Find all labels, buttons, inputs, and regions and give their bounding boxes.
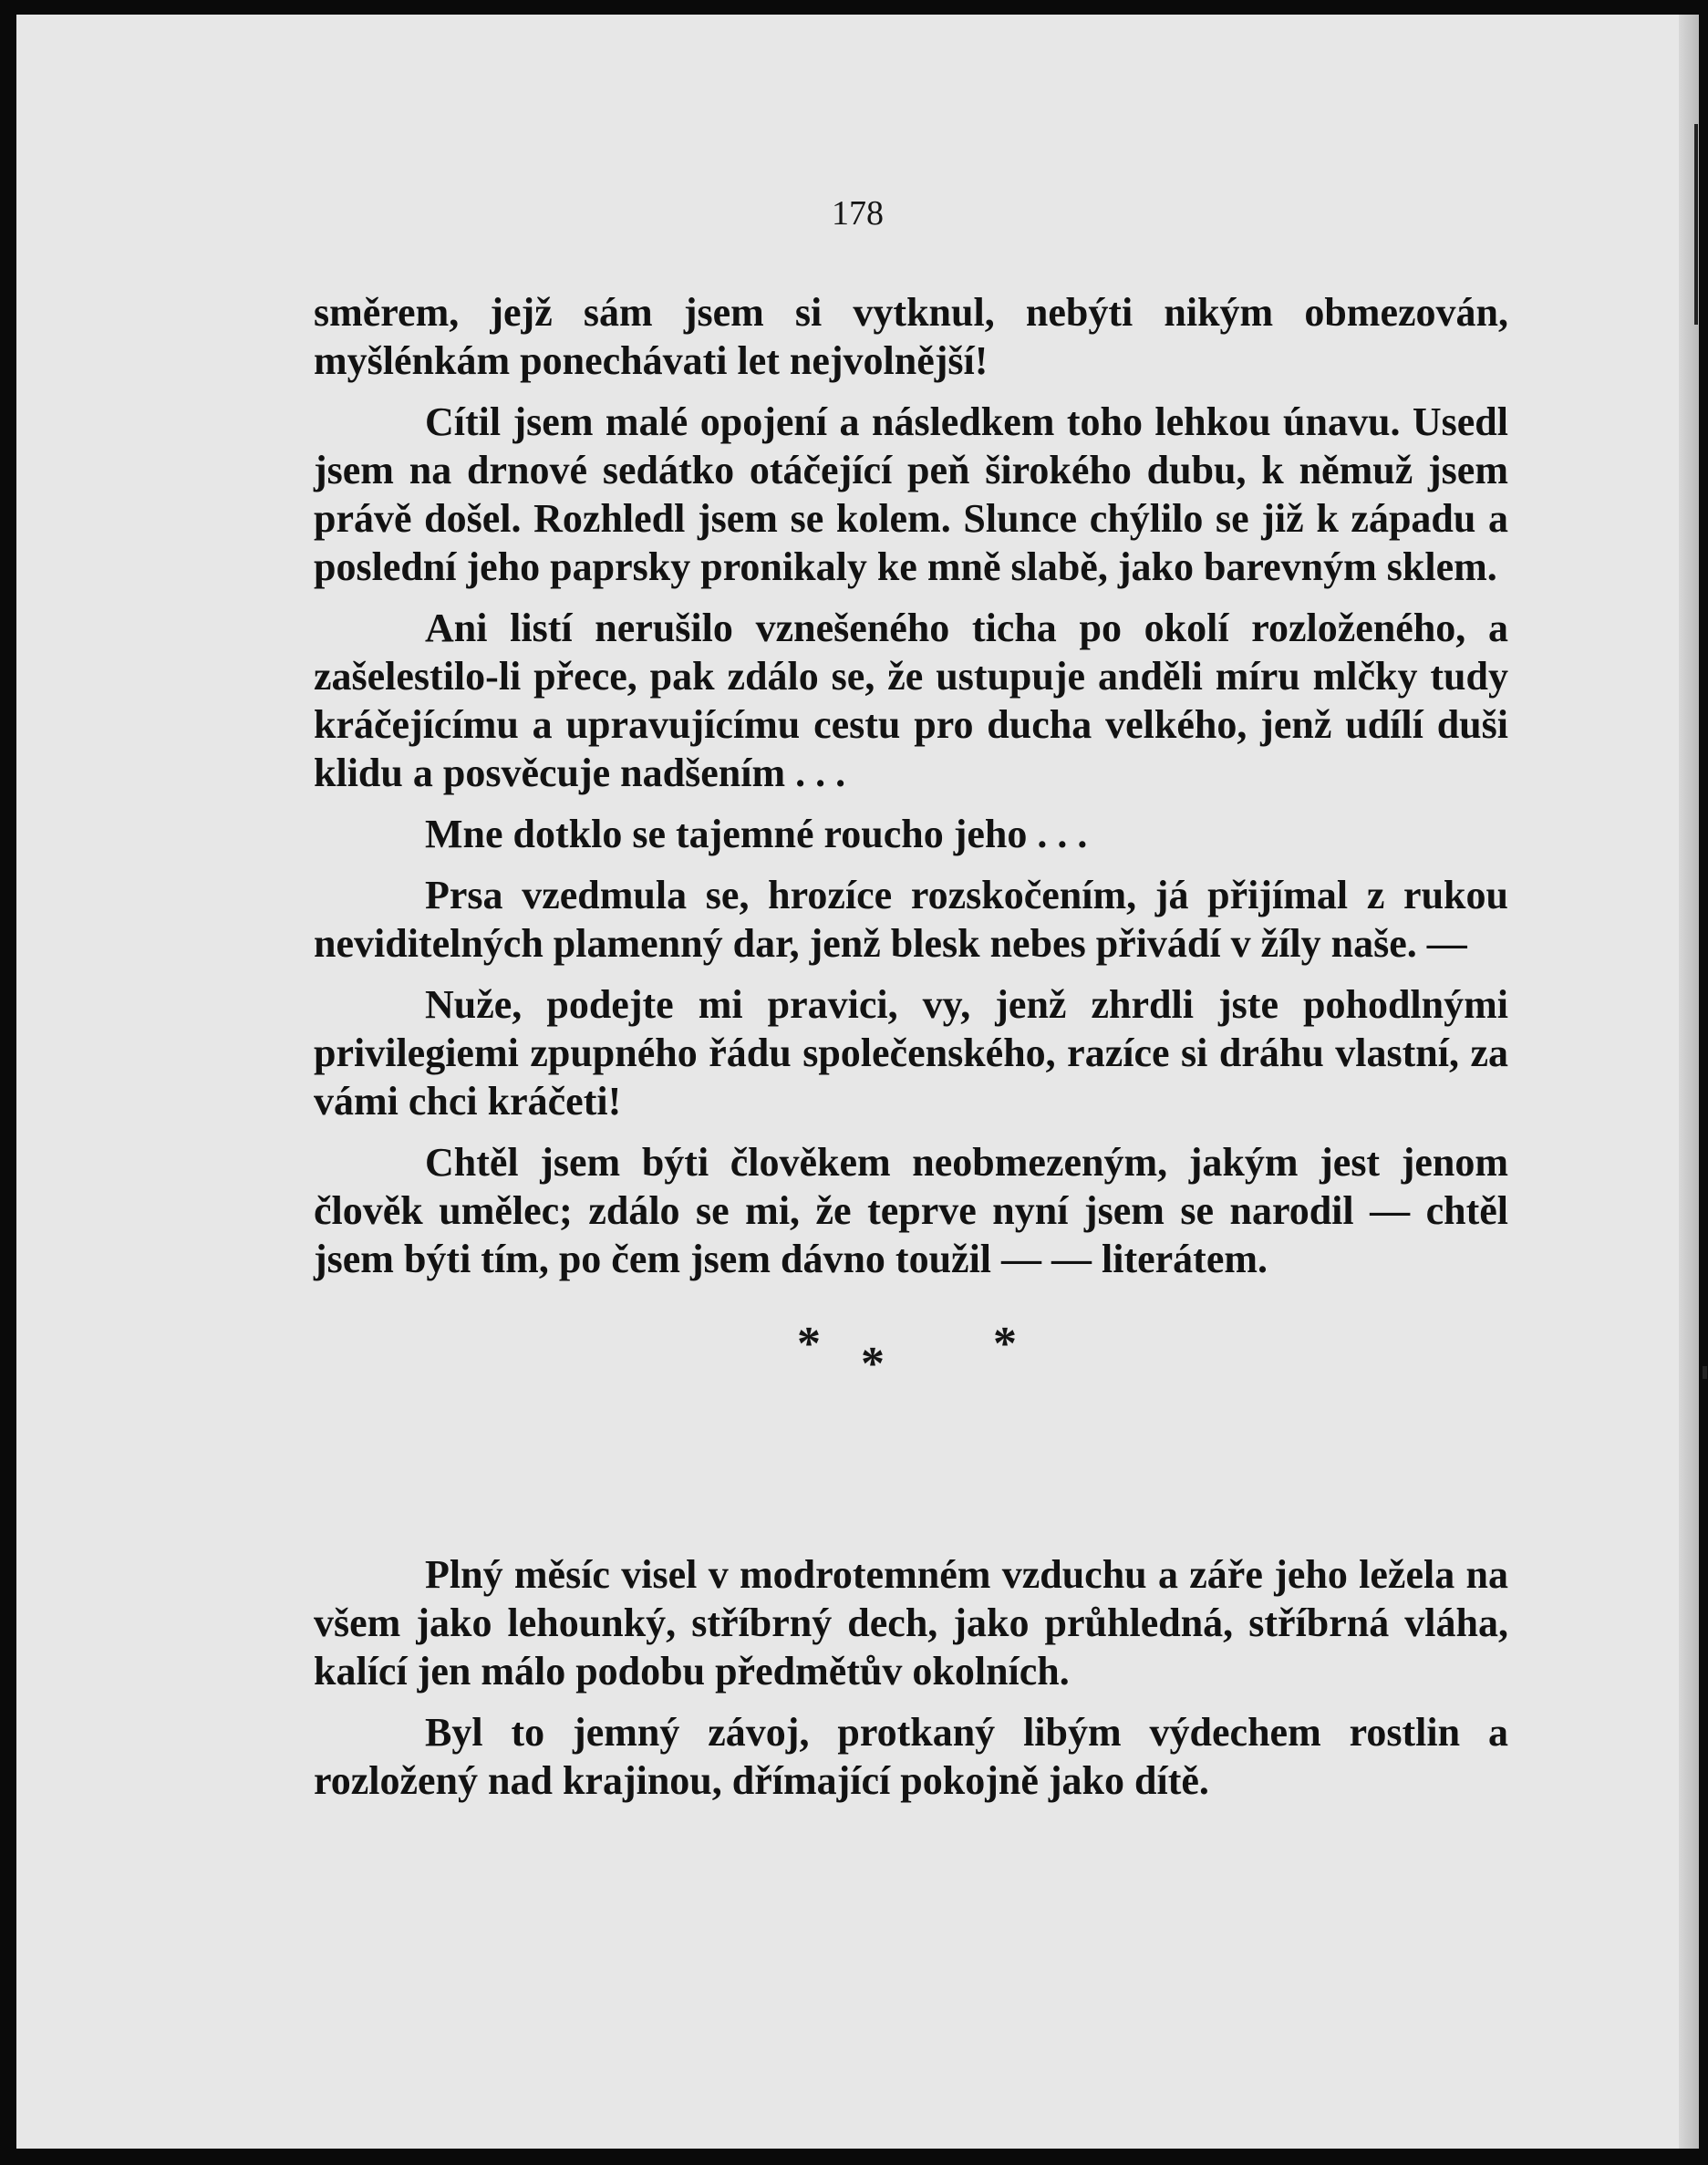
page-number: 178 — [832, 194, 884, 233]
paragraph: Prsa vzedmula se, hrozíce rozskočením, já přijímal z rukou neviditelných plamenný dar, jenž blesk nebes přivádí v žíly naše. — — [314, 873, 1508, 966]
asterisk: * — [861, 1338, 885, 1390]
paragraph: Plný měsíc visel v modrotemném vzduchu a záře jeho ležela na všem jako lehounký, stříbrný dech, jako průhledná, stříbrná vláha, kalící jen málo podobu předmětův okolních. — [314, 1552, 1508, 1694]
paragraph: Cítil jsem malé opojení a následkem toho lehkou únavu. Usedl jsem na drnové sedátko otáčející peň širokého dubu, k němuž jsem právě došel. Rozhledl jsem se kolem. Slunce chýlilo se již k západu a poslední jeho paprsky pronikaly ke mně slabě, jako barevným sklem. — [314, 399, 1508, 589]
asterisk: * — [993, 1318, 1017, 1370]
asterisk: * — [797, 1318, 821, 1370]
paragraph: Chtěl jsem býti člověkem neobmezeným, jakým jest jenom člověk umělec; zdálo se mi, že teprve nyní jsem se narodil — chtěl jsem býti tím, po čem jsem dávno toužil — — literátem. — [314, 1140, 1508, 1281]
section-break-asterism — [314, 1320, 1508, 1434]
paragraph: Mne dotklo se tajemné roucho jeho . . . — [425, 812, 1088, 856]
paragraph-continuation: směrem, jejž sám jsem si vytknul, nebýti nikým obmezován, myšlénkám ponechávati let nejvolnější! — [314, 290, 1508, 383]
paragraph: Nuže, podejte mi pravici, vy, jenž zhrdli jste pohodlnými privilegiemi zpupného řádu společenského, razíce si dráhu vlastní, za vámi chci kráčeti! — [314, 982, 1508, 1124]
binding-shadow — [1679, 15, 1699, 2149]
paragraph: Ani listí nerušilo vznešeného ticha po okolí rozloženého, a zašelestilo-li přece, pak zdálo se, že ustupuje anděli míru mlčky tudy kráčejícímu a upravujícímu cestu pro ducha velkého, jenž udílí duši klidu a posvěcuje nadšením . . . — [314, 606, 1508, 795]
text-block — [314, 288, 1508, 1818]
edge-mark — [1703, 1366, 1707, 1379]
book-page — [16, 15, 1699, 2149]
paragraph: Byl to jemný závoj, protkaný libým výdechem rostlin a rozložený nad krajinou, dřímající pokojně jako dítě. — [314, 1710, 1508, 1803]
